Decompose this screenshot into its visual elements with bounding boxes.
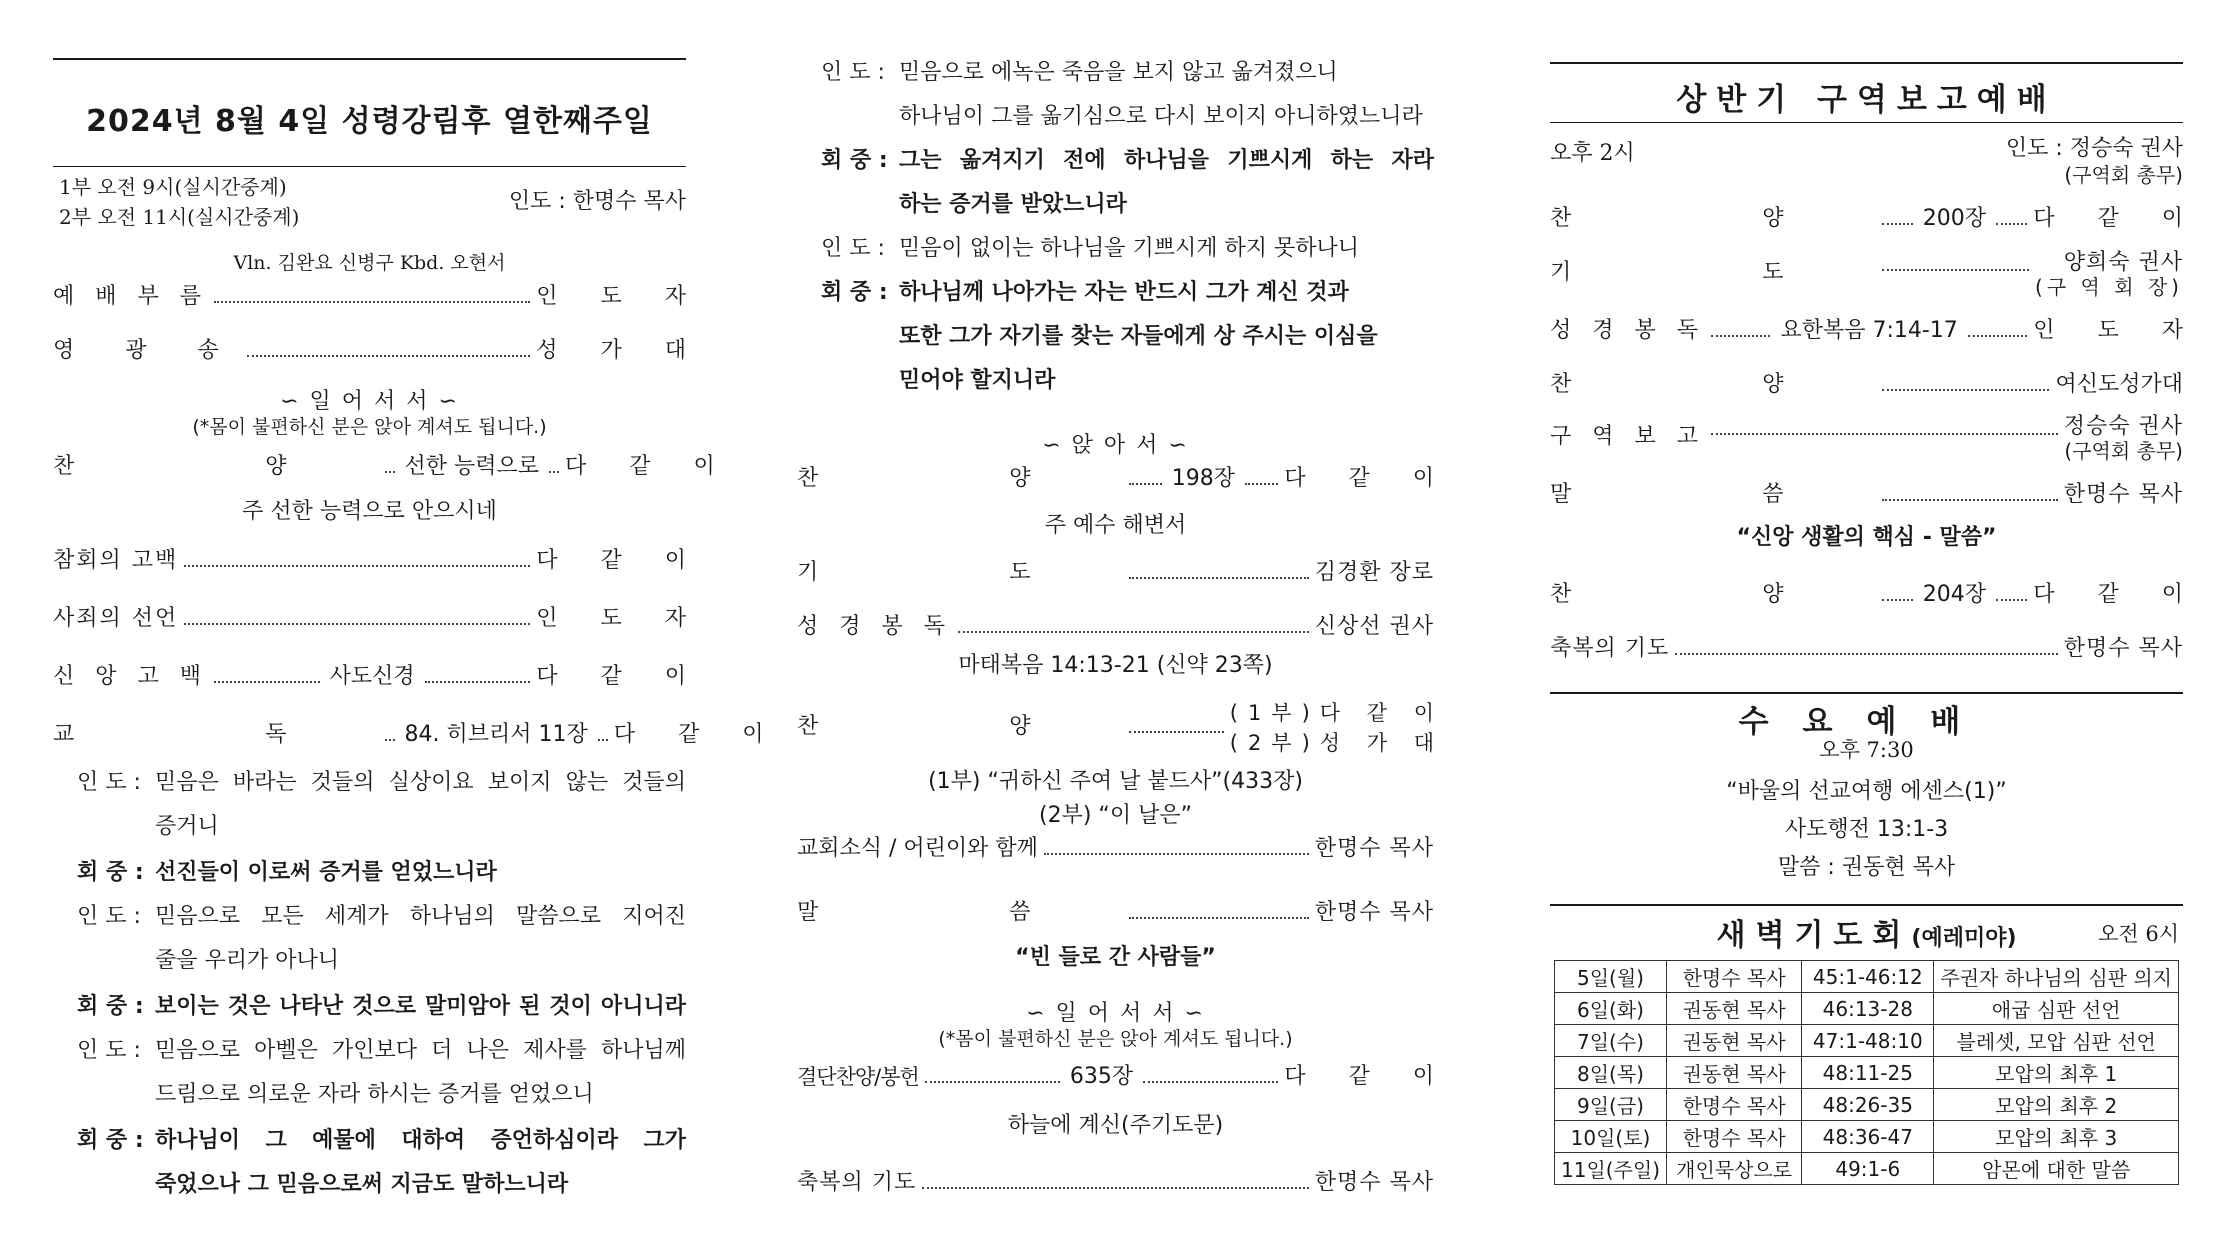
dawn-prayer-time: 오전 6시 xyxy=(2098,922,2179,946)
report-item-sermon: 말 씀 한명수 목사 xyxy=(1550,482,2183,507)
district-report-time: 오후 2시 xyxy=(1550,141,1635,166)
schedule-topic: 모압의 최후 3 xyxy=(1934,1121,2179,1153)
schedule-preacher: 권동현 목사 xyxy=(1667,1057,1802,1089)
service-times xyxy=(59,172,299,232)
column-other-services xyxy=(1550,0,2201,1234)
order-item-confession: 참회의 고백 다 같 이 xyxy=(53,548,704,573)
order-item-hymn-2: 찬 양 198장 다 같 이 xyxy=(797,466,1452,491)
schedule-topic: 암몬에 대한 말씀 xyxy=(1934,1153,2179,1185)
report-item-district-report: 구 역 보 고 정승숙 권사 (구역회 총무) xyxy=(1550,414,2183,463)
schedule-topic: 모압의 최후 1 xyxy=(1934,1057,2179,1089)
dawn-prayer-title: 새벽기도회 xyxy=(1716,918,1912,953)
table-row xyxy=(1555,1121,2179,1153)
schedule-preacher: 한명수 목사 xyxy=(1667,961,1802,993)
schedule-topic: 블레셋, 모압 심판 선언 xyxy=(1934,1025,2179,1057)
order-item-anthem: 찬 양 (1부)다 같 이 (2부)성 가 대 xyxy=(797,698,1434,758)
service-2-time: 2부 오전 11시(실시간중계) xyxy=(59,205,300,229)
scripture-reference: 마태복음 14:13-21 (신약 23쪽) xyxy=(958,653,1273,678)
schedule-passage: 46:13-28 xyxy=(1802,993,1934,1025)
responsive-reading: 인 도 : 믿음은 바라는 것들의 실상이요 보이지 않는 것들의 증거니 회 중 : 선진들이 이로써 증거를 얻었느니라 인 도 : 믿음으로 모든 세계가 하나님의 말씀으로 지어진 줄을 우리가 아나니 회 중 : 보이는 것은 나타난 것으로 말미암아 된 것이 아니니라 인 도 : 믿음으로 아벨은 가인보다 더 나은 제사를 하나님께 드림으로 의로운 자라 하시는 증거를 얻었으니 회 중 : 하나님이 그 예물에 대하여 증언하심이라 그가 죽었으나 그 믿음으로써 지금도 말하느니라 xyxy=(77,770,686,1197)
hymn-2-first-line: 주 예수 해변서 xyxy=(1044,513,1187,538)
wednesday-scripture: 사도행전 13:1-3 xyxy=(1784,817,1949,842)
schedule-topic: 애굽 심판 선언 xyxy=(1934,993,2179,1025)
wednesday-time: 오후 7:30 xyxy=(1819,738,1914,762)
anthem-part1-performer: (1부)다 같 이 xyxy=(1229,701,1444,725)
table-row xyxy=(1555,961,2179,993)
dawn-prayer-book: (예레미야) xyxy=(1911,926,2017,951)
schedule-preacher: 권동현 목사 xyxy=(1667,993,1802,1025)
schedule-date: 9일(금) xyxy=(1555,1089,1667,1121)
district-report-title: 상반기 구역보고예배 xyxy=(1676,82,2057,118)
musicians: Vln. 김완요 신병구 Kbd. 오현서 xyxy=(233,252,506,274)
stand-subnote: (*몸이 불편하신 분은 앉아 계셔도 됩니다.) xyxy=(192,416,547,438)
section-rule-under-title xyxy=(1550,122,2183,123)
order-item-sermon: 말 씀 한명수 목사 xyxy=(797,900,1434,925)
schedule-preacher: 개인묵상으로 xyxy=(1667,1153,1802,1185)
order-item-doxology: 영 광 송 성 가 대 xyxy=(53,338,704,363)
title-rule xyxy=(53,166,686,167)
report-item-benediction: 축복의 기도 한명수 목사 xyxy=(1550,636,2183,661)
order-item-responsive-reading: 교 독 84. 히브리서 11장 다 같 이 xyxy=(53,722,782,747)
schedule-passage: 45:1-46:12 xyxy=(1802,961,1934,993)
service-leader: 인도 : 한명수 목사 xyxy=(508,189,686,214)
order-item-offering: 결단찬양/봉헌 635장 다 같 이 xyxy=(797,1064,1453,1089)
wednesday-title: 수요예배 xyxy=(1738,704,1995,740)
schedule-passage: 48:11-25 xyxy=(1802,1057,1934,1089)
report-item-choir: 찬 양 여신도성가대 xyxy=(1550,372,2183,397)
report-item-prayer: 기 도 양희숙 권사 (구 역 회 장) xyxy=(1550,250,2183,299)
order-item-scripture: 성 경 봉 독 신상선 권사 xyxy=(797,614,1434,639)
anthem-title-1: (1부) “귀하신 주여 날 붙드사”(433장) xyxy=(928,769,1303,794)
wednesday-sermon-title: “바울의 선교여행 에센스(1)” xyxy=(1726,779,2007,804)
anthem-part2-performer: (2부)성 가 대 xyxy=(1229,731,1444,755)
service-1-time: 1부 오전 9시(실시간중계) xyxy=(59,175,287,199)
hymn-first-line: 주 선한 능력으로 안으시네 xyxy=(242,499,497,524)
order-item-call-to-worship: 예 배 부 름 인 도 자 xyxy=(53,284,704,309)
schedule-date: 6일(화) xyxy=(1555,993,1667,1025)
order-item-prayer: 기 도 김경환 장로 xyxy=(797,560,1434,585)
schedule-passage: 48:36-47 xyxy=(1802,1121,1934,1153)
stand-note-2: ∽ 일 어 서 서 ∽ xyxy=(1026,1001,1205,1026)
table-row xyxy=(1555,1025,2179,1057)
schedule-date: 8일(목) xyxy=(1555,1057,1667,1089)
stand-subnote-2: (*몸이 불편하신 분은 앉아 계셔도 됩니다.) xyxy=(938,1028,1293,1050)
dawn-schedule-body xyxy=(1555,961,2179,1185)
table-row xyxy=(1555,1057,2179,1089)
column-sunday-service-part2 xyxy=(797,0,1453,1234)
report-item-scripture: 성 경 봉 독 요한복음 7:14-17 인 도 자 xyxy=(1550,318,2201,343)
schedule-date: 5일(월) xyxy=(1555,961,1667,993)
schedule-topic: 모압의 최후 2 xyxy=(1934,1089,2179,1121)
table-row xyxy=(1555,993,2179,1025)
schedule-preacher: 한명수 목사 xyxy=(1667,1121,1802,1153)
schedule-preacher: 한명수 목사 xyxy=(1667,1089,1802,1121)
table-row xyxy=(1555,1153,2179,1185)
report-sermon-title: “신앙 생활의 핵심 - 말씀” xyxy=(1736,525,1997,550)
order-item-hymn: 찬 양 선한 능력으로 다 같 이 xyxy=(53,454,733,479)
sit-note: ∽ 앉 아 서 ∽ xyxy=(1042,433,1189,458)
order-item-absolution: 사죄의 선언 인 도 자 xyxy=(53,606,704,631)
column-sunday-service-part1 xyxy=(53,0,782,1234)
sermon-title: “빈 들로 간 사람들” xyxy=(1015,945,1216,970)
order-item-church-news: 교회소식 / 어린이와 함께 한명수 목사 xyxy=(797,836,1434,861)
responsive-reading-continued: 인 도 : 믿음으로 에녹은 죽음을 보지 않고 옮겨졌으니 하나님이 그를 옮기심으로 다시 보이지 아니하였느니라 회 중 : 그는 옮겨지기 전에 하나님을 기쁘시게 하는 자라 하는 증거를 받았느니라 인 도 : 믿음이 없이는 하나님을 기쁘시게 하지 못하나니 회 중 : 하나님께 나아가는 자는 반드시 그가 계신 것과 또한 그가 자기를 찾는 자들에게 상 주시는 이심을 믿어야 할지니라 xyxy=(821,60,1434,393)
order-item-benediction: 축복의 기도 한명수 목사 xyxy=(797,1170,1434,1195)
district-report-leader: 인도 : 정승숙 권사 (구역회 총무) xyxy=(2005,136,2183,187)
schedule-date: 11일(주일) xyxy=(1555,1153,1667,1185)
wednesday-preacher: 말씀 : 권동현 목사 xyxy=(1777,855,1956,880)
schedule-passage: 48:26-35 xyxy=(1802,1089,1934,1121)
section-rule-top xyxy=(1550,62,2183,64)
dawn-prayer-schedule xyxy=(1554,960,2179,1185)
schedule-passage: 49:1-6 xyxy=(1802,1153,1934,1185)
report-item-hymn: 찬 양 200장 다 같 이 xyxy=(1550,206,2201,231)
schedule-topic: 주권자 하나님의 심판 의지 xyxy=(1934,961,2179,993)
schedule-date: 10일(토) xyxy=(1555,1121,1667,1153)
table-row xyxy=(1555,1089,2179,1121)
offering-hymn-title: 하늘에 계신(주기도문) xyxy=(1007,1113,1224,1138)
order-item-creed: 신 앙 고 백 사도신경 다 같 이 xyxy=(53,664,705,689)
schedule-passage: 47:1-48:10 xyxy=(1802,1025,1934,1057)
wednesday-rule xyxy=(1550,692,2183,694)
schedule-preacher: 권동현 목사 xyxy=(1667,1025,1802,1057)
dawn-prayer-heading xyxy=(1550,910,2183,954)
dawn-rule xyxy=(1550,904,2183,906)
schedule-date: 7일(수) xyxy=(1555,1025,1667,1057)
bulletin-title: 2024년 8월 4일 성령강림후 열한째주일 xyxy=(86,104,653,139)
report-item-hymn-2: 찬 양 204장 다 같 이 xyxy=(1550,582,2201,607)
stand-note: ∽ 일 어 서 서 ∽ xyxy=(280,389,459,414)
anthem-title-2: (2부) “이 날은” xyxy=(1039,803,1192,828)
top-rule xyxy=(53,58,686,60)
